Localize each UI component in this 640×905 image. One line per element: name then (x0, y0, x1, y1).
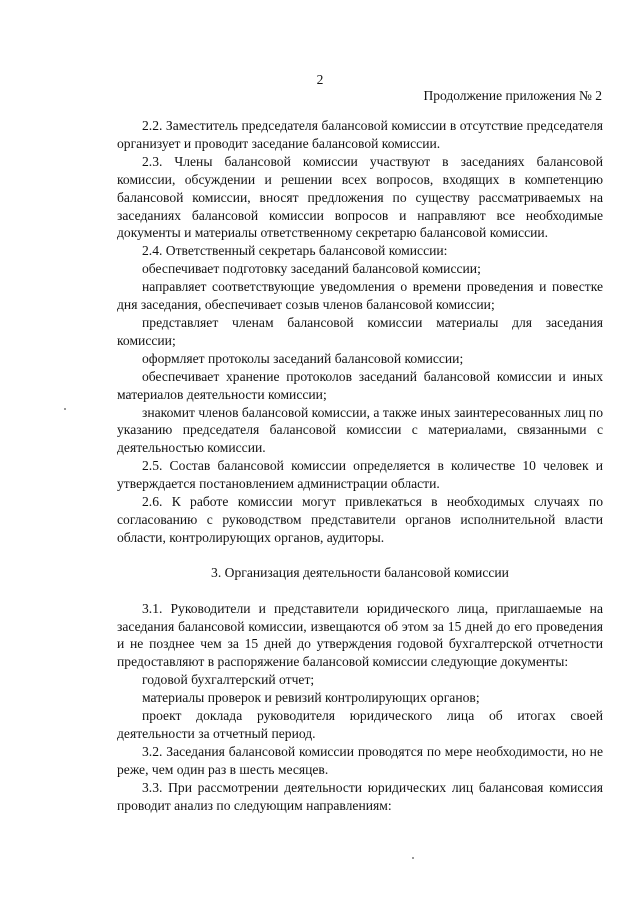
list-item-draft-report: проект доклада руководителя юридического лица об итогах своей деятельности за отчетный период. (117, 708, 603, 741)
paragraph-2-3: 2.3. Члены балансовой комиссии участвуют в заседаниях балансовой комиссии, обсуждении и решении всех вопросов, входящих в компетенцию балансовой комиссии, вносят предложения по существу рассматриваемых на заседаниях балансовой комиссии вопросов и направляют все необходимые документы и материалы ответственному секретарю балансовой комиссии. (117, 153, 603, 241)
paragraph-2-6: 2.6. К работе комиссии могут привлекаться в необходимых случаях по согласованию с руководством представители органов исполнительной власти области, контролирующих органов, аудиторы. (117, 494, 603, 545)
paragraph-2-2: 2.2. Заместитель председателя балансовой комиссии в отсутствие председателя организует и проводит заседание балансовой комиссии. (117, 118, 603, 151)
scan-speck (412, 857, 414, 859)
section-3-heading: 3. Организация деятельности балансовой комиссии (211, 564, 509, 580)
list-item-familiarize-members: знакомит членов балансовой комиссии, а также иных заинтересованных лиц по указанию председателя балансовой комиссии с материалами, связанными с деятельностью комиссии. (117, 404, 603, 456)
list-item-store-minutes: обеспечивает хранение протоколов заседаний балансовой комиссии и иных материалов деятельности комиссии; (117, 368, 603, 402)
paragraph-3-3: 3.3. При рассмотрении деятельности юридических лиц балансовая комиссия проводит анализ по следующим направлениям: (117, 779, 603, 813)
list-item-present-materials: представляет членам балансовой комиссии материалы для заседания комиссии; (117, 314, 603, 348)
paragraph-2-4: 2.4. Ответственный секретарь балансовой комиссии: (142, 243, 448, 259)
document-body (117, 117, 603, 815)
list-item-audit-materials: материалы проверок и ревизий контролирующих органов; (142, 690, 480, 706)
paragraph-3-1: 3.1. Руководители и представители юридического лица, приглашаемые на заседания балансовой комиссии, извещаются об этом за 15 дней до его проведения и не позднее чем за 15 дней до утверждения годовой бухгалтерской отчетности предоставляют в распоряжение балансовой комиссии следующие документы: (117, 600, 603, 670)
paragraph-3-2: 3.2. Заседания балансовой комиссии проводятся по мере необходимости, но не реже, чем один раз в шесть месяцев. (117, 743, 603, 777)
list-item-prepare-meetings: обеспечивает подготовку заседаний балансовой комиссии; (142, 261, 481, 277)
page-number: 2 (316, 72, 324, 87)
paragraph-2-5: 2.5. Состав балансовой комиссии определяется в количестве 10 человек и утверждается постановлением администрации области. (117, 458, 603, 492)
list-item-annual-report: годовой бухгалтерский отчет; (142, 672, 315, 688)
scan-speck (64, 408, 66, 410)
list-item-draft-minutes: оформляет протоколы заседаний балансовой комиссии; (142, 350, 464, 366)
list-item-send-notices: направляет соответствующие уведомления о времени проведения и повестке дня заседания, обеспечивает созыв членов балансовой комиссии; (117, 279, 603, 313)
appendix-continuation-note: Продолжение приложения № 2 (423, 88, 602, 103)
